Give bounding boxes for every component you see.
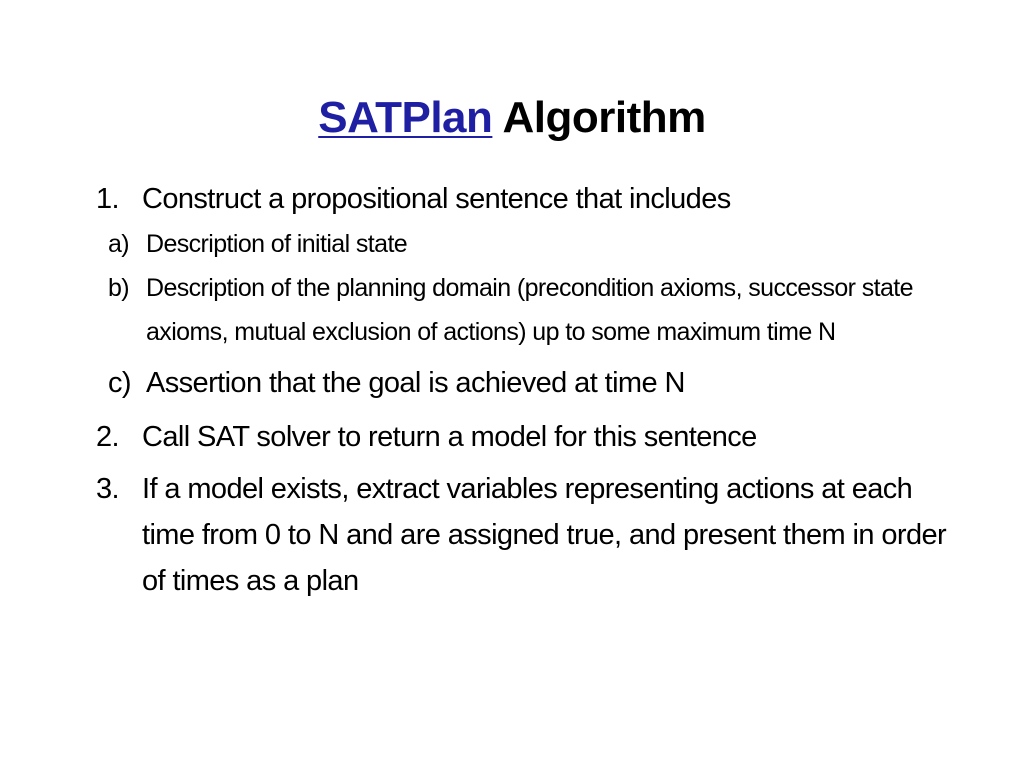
item-letter: b): [108, 274, 130, 302]
item-number: 1.: [96, 183, 119, 215]
item-text: Construct a propositional sentence that includes: [142, 183, 731, 215]
list-item-3: [96, 466, 956, 604]
list-item-a: [108, 222, 956, 266]
list-item-2: [96, 414, 956, 460]
satplan-link[interactable]: SATPlan: [318, 93, 493, 142]
item-letter: a): [108, 230, 130, 258]
item-text: Assertion that the goal is achieved at time N: [146, 367, 685, 399]
item-letter: c): [108, 367, 131, 399]
slide-body: [96, 176, 956, 604]
list-item-b: [108, 266, 956, 354]
list-item-c: [108, 358, 956, 408]
item-text: If a model exists, extract variables representing actions at each time from 0 to N and are assigned true, and present them in order of times as a plan: [142, 473, 947, 597]
item-text: Description of initial state: [146, 230, 408, 258]
title-text: Algorithm: [492, 93, 706, 142]
item-number: 2.: [96, 421, 119, 453]
item-text: Description of the planning domain (precondition axioms, successor state axioms, mutual exclusion of actions) up to some maximum time N: [146, 274, 913, 346]
list-item-1: [96, 176, 956, 222]
slide-title: [0, 88, 1024, 148]
item-number: 3.: [96, 473, 119, 505]
item-text: Call SAT solver to return a model for this sentence: [142, 421, 757, 453]
